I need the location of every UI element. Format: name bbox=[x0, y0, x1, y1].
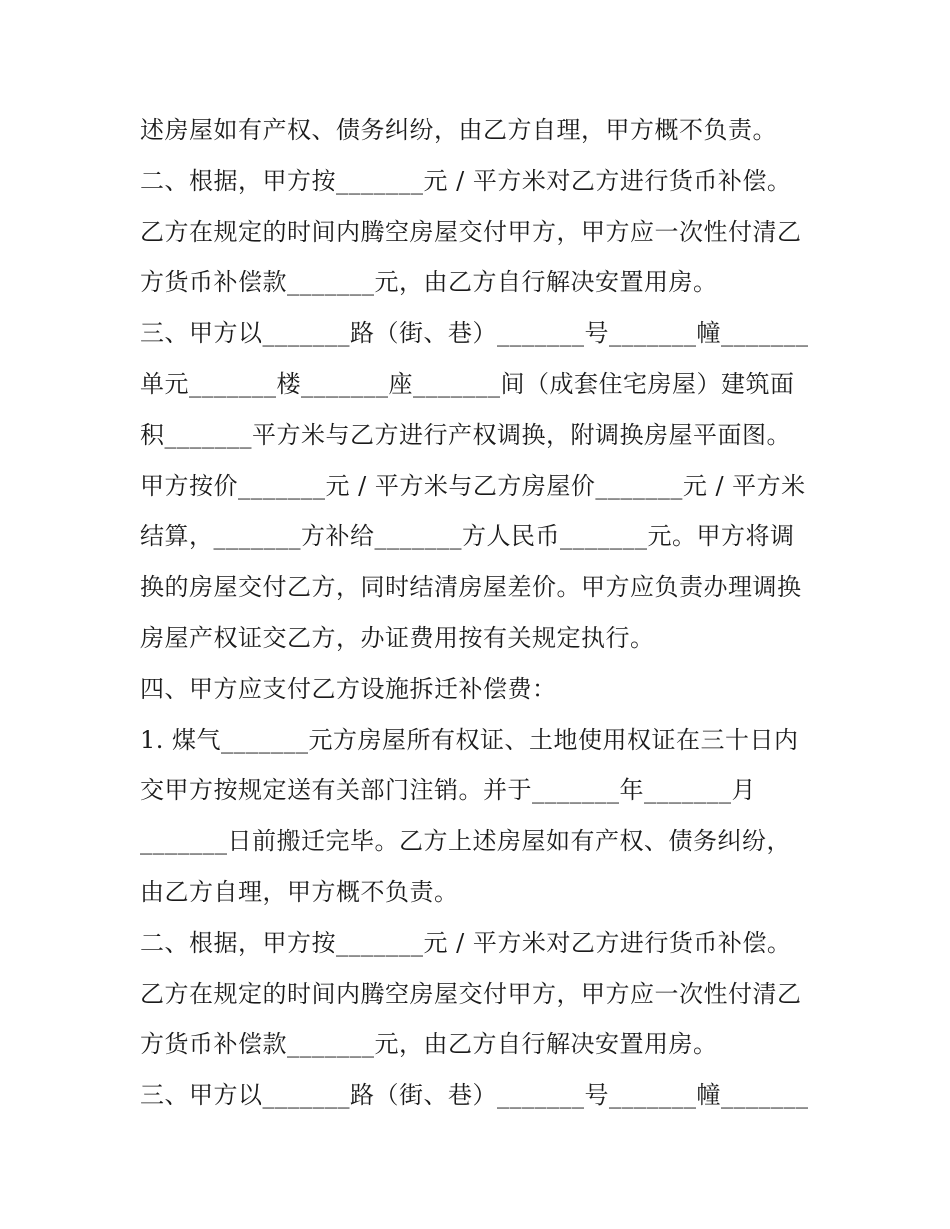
text-line-17: 二、根据，甲方按_______元 / 平方米对乙方进行货币补偿。 bbox=[140, 928, 792, 957]
text-line-6: 单元_______楼_______座_______间（成套住宅房屋）建筑面 bbox=[140, 369, 795, 398]
text-line-3: 乙方在规定的时间内腾空房屋交付甲方，甲方应一次性付清乙 bbox=[140, 217, 802, 246]
text-line-19: 方货币补偿款_______元，由乙方自行解决安置用房。 bbox=[140, 1030, 718, 1059]
text-line-4: 方货币补偿款_______元，由乙方自行解决安置用房。 bbox=[140, 268, 718, 297]
text-line-13: 1. 煤气_______元方房屋所有权证、土地使用权证在三十日内 bbox=[140, 725, 799, 754]
text-line-9: 结算，_______方补给_______方人民币_______元。甲方将调 bbox=[140, 522, 795, 551]
text-line-5: 三、甲方以_______路（街、巷）_______号_______幢_______ bbox=[140, 319, 809, 348]
text-line-15: _______日前搬迁完毕。乙方上述房屋如有产权、债务纠纷， bbox=[140, 827, 791, 856]
text-line-16: 由乙方自理，甲方概不负责。 bbox=[140, 877, 459, 906]
document-body bbox=[140, 105, 830, 1121]
text-line-11: 房屋产权证交乙方，办证费用按有关规定执行。 bbox=[140, 623, 655, 652]
text-line-8: 甲方按价_______元 / 平方米与乙方房屋价_______元 / 平方米 bbox=[140, 471, 806, 500]
text-line-14: 交甲方按规定送有关部门注销。并于_______年_______月 bbox=[140, 776, 756, 805]
text-line-18: 乙方在规定的时间内腾空房屋交付甲方，甲方应一次性付清乙 bbox=[140, 979, 802, 1008]
text-line-20: 三、甲方以_______路（街、巷）_______号_______幢_______ bbox=[140, 1081, 809, 1110]
text-line-12: 四、甲方应支付乙方设施拆迁补偿费： bbox=[140, 674, 557, 703]
text-line-2: 二、根据，甲方按_______元 / 平方米对乙方进行货币补偿。 bbox=[140, 166, 792, 195]
text-line-10: 换的房屋交付乙方，同时结清房屋差价。甲方应负责办理调换 bbox=[140, 573, 802, 602]
text-line-1: 述房屋如有产权、债务纠纷，由乙方自理，甲方概不负责。 bbox=[140, 116, 777, 144]
text-line-7: 积_______平方米与乙方进行产权调换，附调换房屋平面图。 bbox=[140, 420, 791, 449]
